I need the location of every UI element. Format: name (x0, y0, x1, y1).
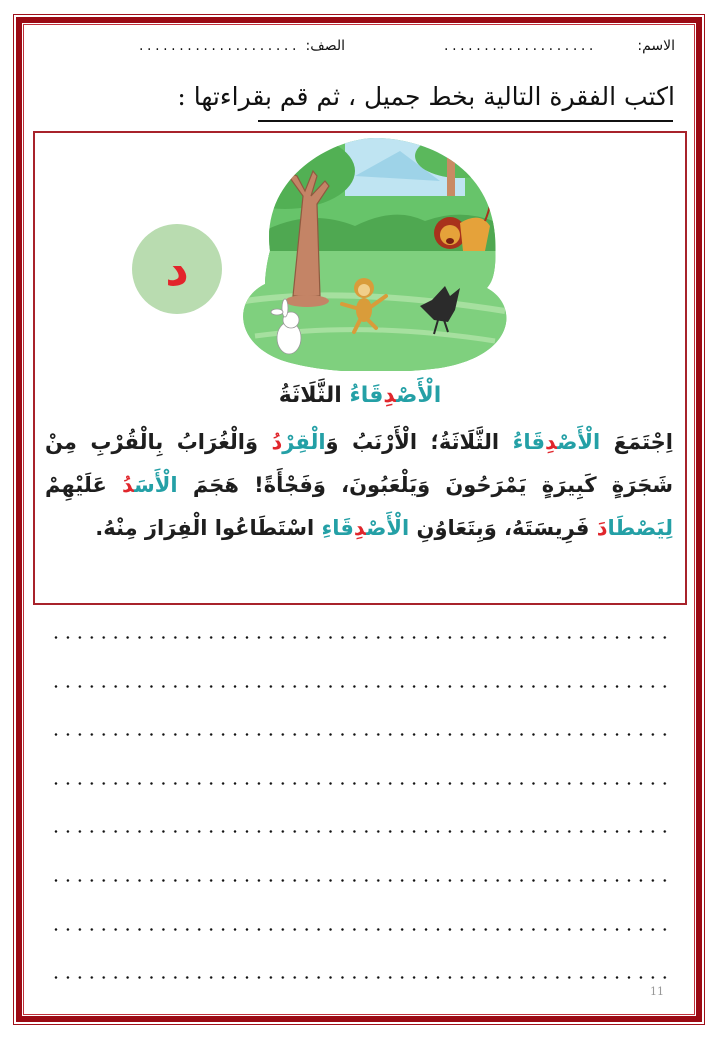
forest-illustration (225, 136, 515, 371)
writing-line-5[interactable] (50, 822, 674, 871)
writing-line-8[interactable] (50, 968, 674, 1017)
letter-badge (132, 224, 222, 314)
name-field[interactable]: ................... (444, 38, 597, 54)
story-paragraph: اِجْتَمَعَ الْأَصْدِقَاءُ الثَّلَاثَةُ؛ الْأَرْنَبُ وَالْقِرْدُ وَالْغُرَابُ بِالْقُرْبِ مِنْ شَجَرَةٍ كَبِيرَةٍ يَمْرَحُونَ وَيَلْعَبُونَ، وَفَجْأَةً! هَجَمَ الْأَسَدُ عَلَيْهِمْ لِيَصْطَادَ فَرِيسَتَهُ، وَبِتَعَاوُنِ الْأَصْدِقَاءِ اسْتَطَاعُوا الْفِرَارَ مِنْهُ. (45, 430, 673, 540)
page-number: 11 (650, 985, 664, 998)
instruction-heading: اكتب الفقرة التالية بخط جميل ، ثم قم بقراءتها : (177, 82, 675, 111)
name-label: الاسم: (637, 38, 675, 54)
instruction-underline (258, 120, 673, 122)
writing-line-7[interactable] (50, 920, 674, 969)
class-label: الصف: (305, 38, 345, 54)
writing-line-2[interactable] (50, 677, 674, 726)
letter-dal: د (165, 242, 189, 296)
writing-line-6[interactable] (50, 871, 674, 920)
writing-lines (50, 628, 674, 1017)
class-field[interactable]: .................... (138, 38, 300, 54)
story-title: الْأَصْدِقَاءُ الثَّلَاثَةُ (278, 383, 442, 408)
student-info-row (60, 38, 675, 60)
story-box (33, 131, 687, 605)
writing-line-4[interactable] (50, 774, 674, 823)
writing-line-3[interactable] (50, 725, 674, 774)
writing-line-1[interactable] (50, 628, 674, 677)
